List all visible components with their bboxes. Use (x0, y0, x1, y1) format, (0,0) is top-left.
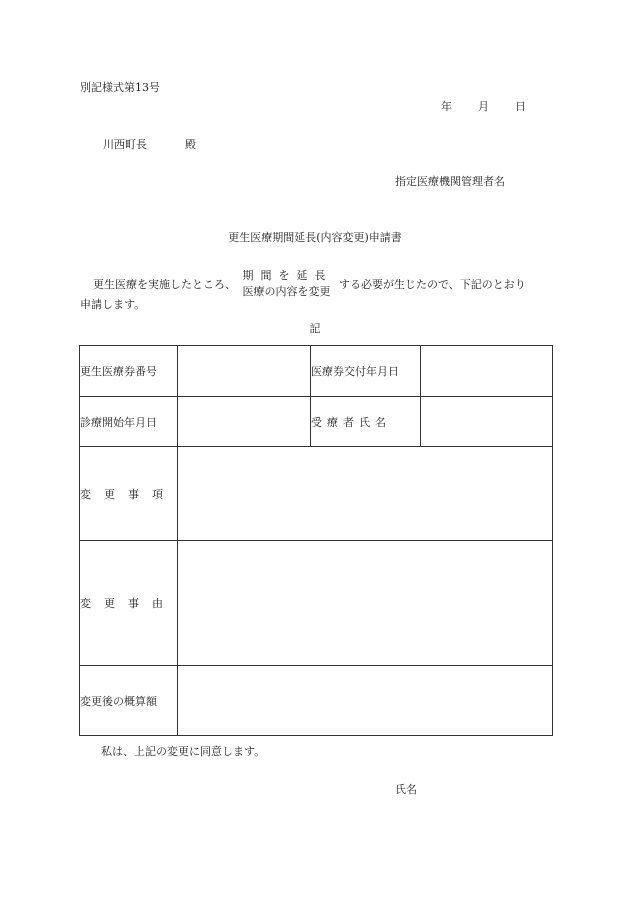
change-item-label: 変更事項 (80, 487, 176, 501)
application-table (79, 345, 553, 736)
start-date-field[interactable] (178, 397, 311, 447)
estimate-label: 変更後の概算額 (80, 666, 178, 736)
intro-choice (243, 268, 333, 300)
issue-date-label: 医療券交付年月日 (311, 346, 421, 397)
ticket-number-field[interactable] (178, 346, 311, 397)
honorific: 殿 (185, 138, 196, 151)
form-number: 別記様式第13号 (80, 81, 160, 94)
table-row (80, 541, 553, 666)
date-day-label: 日 (515, 100, 526, 113)
consent-statement: 私は、上記の変更に同意します。 (101, 745, 266, 758)
change-reason-field[interactable] (178, 541, 553, 666)
addressee: 川西町長 (103, 138, 147, 151)
date-year-label: 年 (441, 100, 452, 113)
change-reason-label: 変更事由 (80, 597, 176, 610)
date-month-label: 月 (478, 100, 489, 113)
choice-change-content: 医療の内容を変更 (242, 285, 331, 298)
ki-heading: 記 (309, 322, 321, 335)
addressee-line (103, 139, 196, 150)
intro-line-2: 申請します。 (80, 298, 146, 311)
table-row (80, 346, 553, 397)
table-row (80, 397, 553, 447)
signature-label: 氏名 (395, 783, 417, 796)
patient-name-label-cell (311, 397, 421, 447)
change-item-field[interactable] (178, 447, 553, 541)
table-row (80, 666, 553, 736)
estimate-field[interactable] (178, 666, 553, 736)
patient-name-label: 受療者氏名 (311, 415, 391, 429)
start-date-label: 診療開始年月日 (80, 397, 178, 447)
issue-date-field[interactable] (421, 346, 553, 397)
applicant-label: 指定医療機関管理者名 (395, 175, 505, 188)
intro-sentence (93, 268, 526, 300)
date-line (441, 101, 526, 112)
choice-extend-period: 期間を延長 (242, 269, 333, 282)
table-row (80, 447, 553, 541)
intro-prefix: 更生医療を実施したところ、 (93, 277, 236, 291)
change-reason-label-cell (80, 541, 178, 666)
ticket-number-label: 更生医療券番号 (80, 346, 178, 397)
document-title: 更生医療期間延長(内容変更)申請書 (228, 231, 402, 244)
intro-suffix: する必要が生じたので、下記のとおり (339, 277, 526, 291)
patient-name-field[interactable] (421, 397, 553, 447)
change-item-label-cell (80, 447, 178, 541)
